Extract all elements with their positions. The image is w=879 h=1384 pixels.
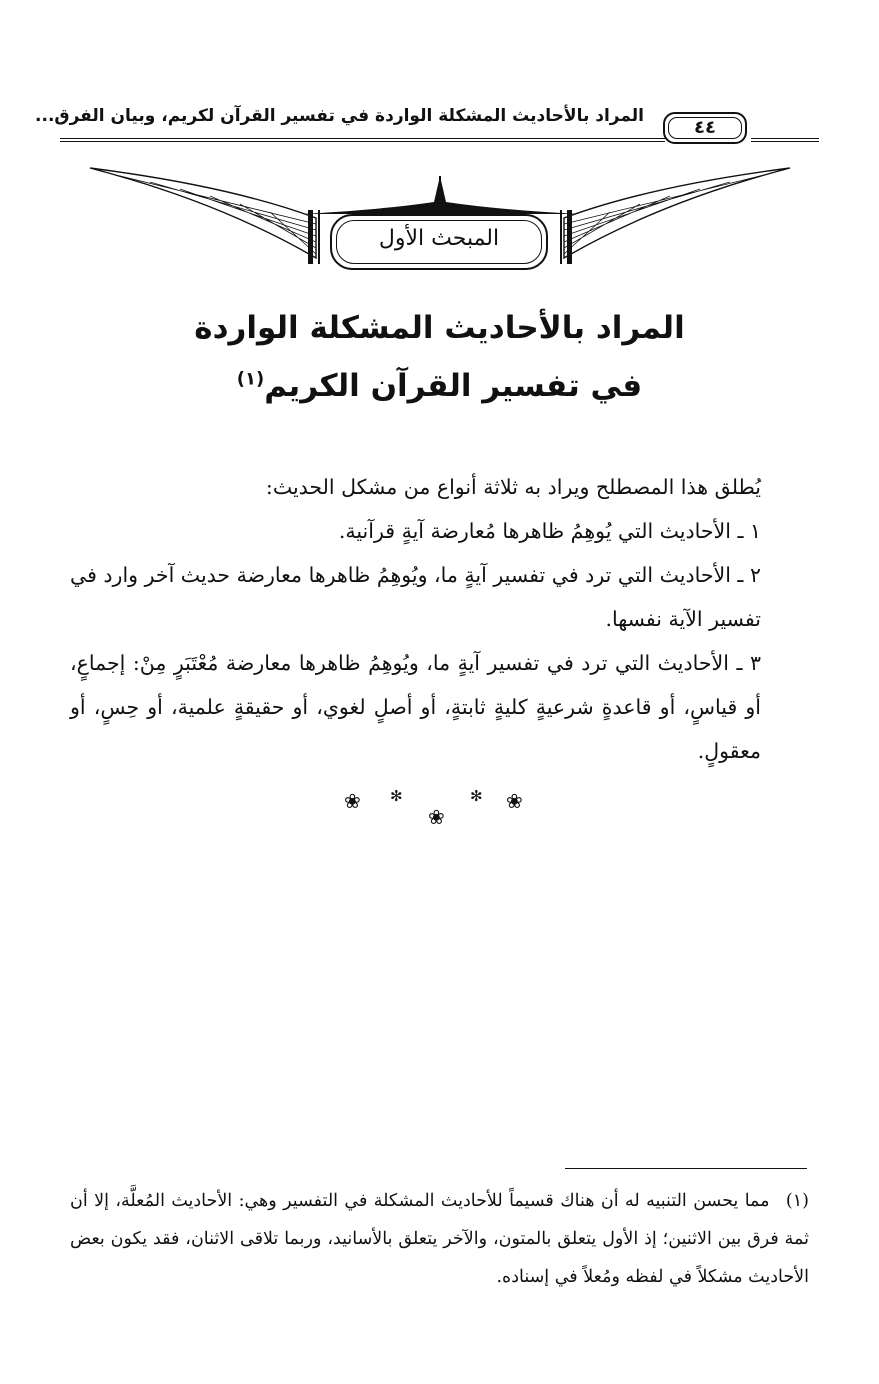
- star-icon: ✻: [390, 787, 403, 805]
- footnote: [70, 1182, 809, 1296]
- list-item: ٣ ـ الأحاديث التي ترد في تفسير آيةٍ ما، ويُوهِمُ ظاهرها معارضة مُعْتَبَرٍ مِنْ: إجماعٍ، أو قياسٍ، أو قاعدةٍ شرعيةٍ كليةٍ ثابتةٍ، أو أصلٍ لغوي، أو حقيقةٍ علمية، أو حِسٍ، أو معقولٍ.: [70, 651, 761, 763]
- section-label: المبحث الأول: [378, 226, 500, 251]
- chapter-title-text: في تفسير القرآن الكريم: [264, 368, 643, 404]
- chapter-title-line-2: [80, 368, 799, 404]
- list-item: ١ ـ الأحاديث التي يُوهِمُ ظاهرها مُعارضة آيةٍ قرآنية.: [338, 519, 761, 543]
- ornament-left-wing: [90, 168, 320, 264]
- section-label-frame: [330, 214, 548, 270]
- body-text: [70, 465, 761, 773]
- header-rule: [60, 138, 665, 142]
- running-header: [35, 104, 819, 148]
- footnote-text: مما يحسن التنبيه له أن هناك قسيماً للأحاديث المشكلة في التفسير وهي: الأحاديث المُعلَّة، إلا أن ثمة فرق بين الاثنين؛ إذ الأول يتعلق بالمتون، والآخر يتعلق بالأسانيد، وربما تلاقى الاثنان، فقد يكون بعض الأحاديث مشكلاً في لفظه ومُعلاً في إسناده.: [70, 1191, 809, 1287]
- intro-paragraph: يُطلق هذا المصطلح ويراد به ثلاثة أنواع من مشكل الحديث:: [265, 475, 761, 499]
- page-number-frame: [663, 112, 747, 144]
- list-item: ٢ ـ الأحاديث التي ترد في تفسير آيةٍ ما، ويُوهِمُ ظاهرها معارضة حديث آخر وارد في تفسير الآية نفسها.: [70, 563, 761, 631]
- star-icon: ✻: [470, 787, 483, 805]
- footnote-marker: (١): [785, 1191, 809, 1211]
- ornament-right-wing: [560, 168, 790, 264]
- running-title: المراد بالأحاديث المشكلة الواردة في تفسير القرآن لكريم، وبيان الفرق...: [35, 106, 644, 126]
- chapter-title-line-1: المراد بالأحاديث المشكلة الواردة: [194, 310, 685, 346]
- footnote-rule: [565, 1168, 807, 1169]
- star-icon: ❀: [344, 789, 361, 813]
- page-number: ٤٤: [694, 117, 716, 138]
- separator-stars: [330, 785, 550, 829]
- footnote-reference[interactable]: (١): [236, 368, 265, 390]
- header-rule: [751, 138, 819, 142]
- star-icon: ❀: [428, 805, 445, 829]
- star-icon: ❀: [506, 789, 523, 813]
